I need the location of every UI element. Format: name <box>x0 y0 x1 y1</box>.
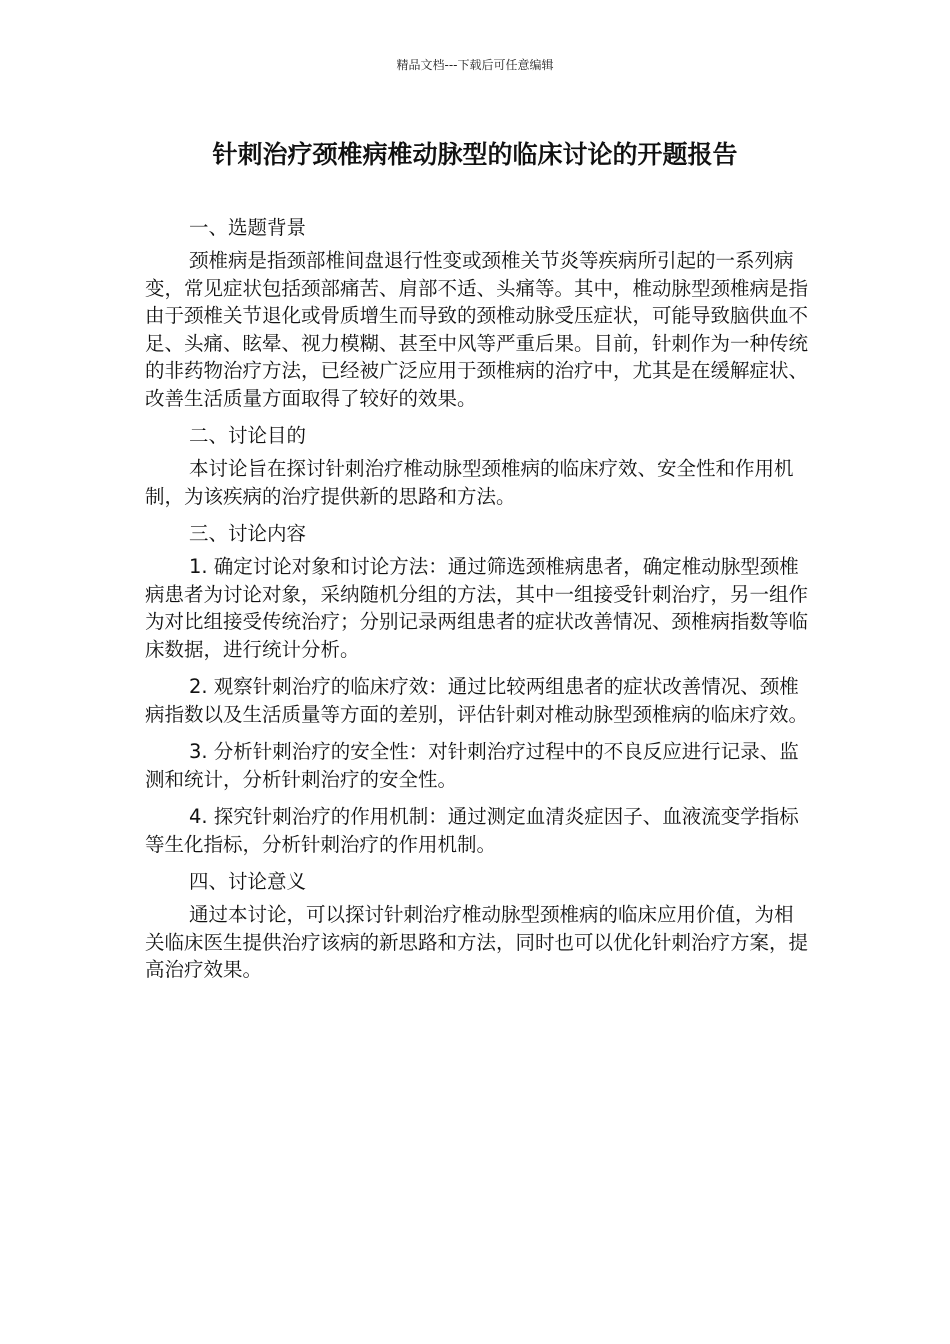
paragraph: 本讨论旨在探讨针刺治疗椎动脉型颈椎病的临床疗效、安全性和作用机制，为该疾病的治疗提供新的思路和方法。 <box>145 457 794 508</box>
page-header: 精品文档---下载后可任意编辑 <box>396 58 554 72</box>
section-heading: 二、讨论目的 <box>189 424 307 447</box>
paragraph: 通过本讨论，可以探讨针刺治疗椎动脉型颈椎病的临床应用价值，为相关临床医生提供治疗该病的新思路和方法，同时也可以优化针刺治疗方案，提高治疗效果。 <box>145 903 809 981</box>
section-purpose <box>145 422 810 510</box>
section-content <box>145 520 810 858</box>
list-item-paragraph: 1. 确定讨论对象和讨论方法：通过筛选颈椎病患者，确定椎动脉型颈椎病患者为讨论对象，采纳随机分组的方法，其中一组接受针刺治疗，另一组作为对比组接受传统治疗；分别记录两组患者的症状改善情况、颈椎病指数等临床数据，进行统计分析。 <box>145 555 809 661</box>
paragraph: 颈椎病是指颈部椎间盘退行性变或颈椎关节炎等疾病所引起的一系列病变，常见症状包括颈部痛苦、肩部不适、头痛等。其中，椎动脉型颈椎病是指由于颈椎关节退化或骨质增生而导致的颈椎动脉受压症状，可能导致脑供血不足、头痛、眩晕、视力模糊、甚至中风等严重后果。目前，针刺作为一种传统的非药物治疗方法，已经被广泛应用于颈椎病的治疗中，尤其是在缓解症状、改善生活质量方面取得了较好的效果。 <box>145 249 809 410</box>
document-body <box>145 214 810 994</box>
section-heading: 三、讨论内容 <box>189 522 307 545</box>
list-item-paragraph: 4. 探究针刺治疗的作用机制：通过测定血清炎症因子、血液流变学指标等生化指标，分析针刺治疗的作用机制。 <box>145 805 799 856</box>
section-background <box>145 214 810 412</box>
document-title: 针刺治疗颈椎病椎动脉型的临床讨论的开题报告 <box>212 140 738 169</box>
section-significance <box>145 868 810 984</box>
list-item-paragraph: 3. 分析针刺治疗的安全性：对针刺治疗过程中的不良反应进行记录、监测和统计，分析针刺治疗的安全性。 <box>145 740 799 791</box>
section-heading: 四、讨论意义 <box>189 870 307 893</box>
section-heading: 一、选题背景 <box>189 216 307 239</box>
list-item-paragraph: 2. 观察针刺治疗的临床疗效：通过比较两组患者的症状改善情况、颈椎病指数以及生活质量等方面的差别，评估针刺对椎动脉型颈椎病的临床疗效。 <box>145 675 809 726</box>
